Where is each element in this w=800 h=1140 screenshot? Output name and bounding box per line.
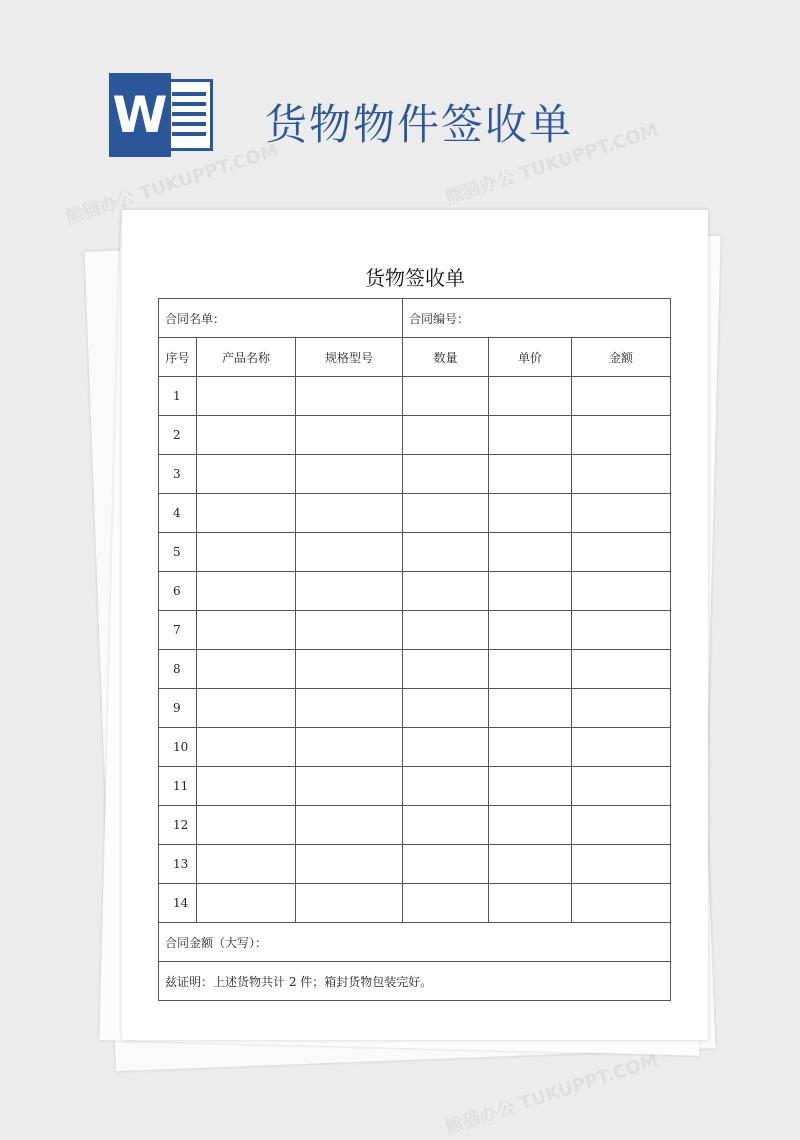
table-row [159,455,671,494]
table-cell [489,806,572,845]
word-badge: W [109,73,171,157]
table-cell [572,806,671,845]
watermark: 熊猫办公 TUKUPPT.COM [442,1050,661,1139]
table-cell [489,884,572,923]
table-cell [197,377,296,416]
table-cell [572,416,671,455]
table-row [159,767,671,806]
table-cell [572,728,671,767]
table-cell [572,377,671,416]
table-cell [197,689,296,728]
table-row [159,845,671,884]
watermark: 熊猫办公 TUKUPPT.COM [442,120,661,209]
table-cell [403,884,489,923]
table-cell [403,689,489,728]
table-cell [403,845,489,884]
row-number: 6 [159,572,197,611]
row-number: 13 [159,845,197,884]
row-number: 2 [159,416,197,455]
table-row [159,494,671,533]
table-cell [197,728,296,767]
table-cell [403,650,489,689]
row-number: 11 [159,767,197,806]
column-header: 数量 [403,338,489,377]
table-row [159,728,671,767]
table-cell [296,611,403,650]
table-cell [197,416,296,455]
table-cell [572,611,671,650]
table-row [159,884,671,923]
table-cell [489,611,572,650]
table-cell [197,845,296,884]
table-cell [296,728,403,767]
row-number: 3 [159,455,197,494]
table-cell [403,533,489,572]
column-header: 单价 [489,338,572,377]
table-cell [489,650,572,689]
document-page [122,210,708,1040]
row-number: 7 [159,611,197,650]
table-cell [572,767,671,806]
row-number: 1 [159,377,197,416]
contract-no-label: 合同编号： [403,299,671,338]
amount-row [159,923,671,962]
table-cell [197,650,296,689]
contract-amount-label: 合同金额（大写）： [159,923,671,962]
table-cell [489,455,572,494]
column-header: 金额 [572,338,671,377]
table-cell [296,572,403,611]
table-row [159,533,671,572]
row-number: 5 [159,533,197,572]
note-row [159,962,671,1001]
table-cell [296,494,403,533]
contract-info-row [159,299,671,338]
table-cell [296,455,403,494]
table-cell [296,533,403,572]
table-cell [489,533,572,572]
contract-name-label: 合同名单： [159,299,403,338]
row-number: 14 [159,884,197,923]
table-cell [197,572,296,611]
table-cell [197,884,296,923]
table-row [159,806,671,845]
table-cell [197,611,296,650]
table-cell [489,377,572,416]
table-cell [572,572,671,611]
table-cell [197,767,296,806]
receipt-table [158,298,671,1001]
table-row [159,689,671,728]
table-cell [197,494,296,533]
table-cell [403,455,489,494]
table-cell [489,845,572,884]
word-logo-icon [109,73,213,157]
table-cell [403,611,489,650]
table-cell [403,377,489,416]
table-cell [296,689,403,728]
row-number: 10 [159,728,197,767]
table-cell [403,767,489,806]
table-cell [489,767,572,806]
table-cell [489,494,572,533]
column-header: 规格型号 [296,338,403,377]
table-cell [572,494,671,533]
header-row [159,338,671,377]
certification-note: 兹证明：上述货物共计 2 件；箱封货物包装完好。 [159,962,671,1001]
page-title: 货物物件签收单 [265,100,574,149]
table-cell [296,884,403,923]
table-row [159,377,671,416]
table-cell [572,884,671,923]
table-row [159,572,671,611]
document-title: 货物签收单 [365,266,465,290]
row-number: 4 [159,494,197,533]
table-row [159,416,671,455]
row-number: 12 [159,806,197,845]
table-cell [296,806,403,845]
table-cell [296,377,403,416]
table-cell [489,728,572,767]
row-number: 8 [159,650,197,689]
table-cell [403,806,489,845]
table-cell [572,533,671,572]
table-cell [296,650,403,689]
row-number: 9 [159,689,197,728]
table-cell [403,494,489,533]
table-cell [197,533,296,572]
table-row [159,611,671,650]
table-cell [296,845,403,884]
table-cell [197,806,296,845]
table-row [159,650,671,689]
table-cell [403,416,489,455]
table-cell [403,572,489,611]
table-cell [403,728,489,767]
table-cell [296,416,403,455]
table-cell [572,689,671,728]
column-header: 序号 [159,338,197,377]
watermark: 熊猫办公 TUKUPPT.COM [62,140,281,229]
table-cell [572,845,671,884]
table-cell [489,416,572,455]
table-cell [572,650,671,689]
table-cell [296,767,403,806]
column-header: 产品名称 [197,338,296,377]
table-cell [197,455,296,494]
table-cell [489,572,572,611]
table-cell [572,455,671,494]
table-cell [489,689,572,728]
